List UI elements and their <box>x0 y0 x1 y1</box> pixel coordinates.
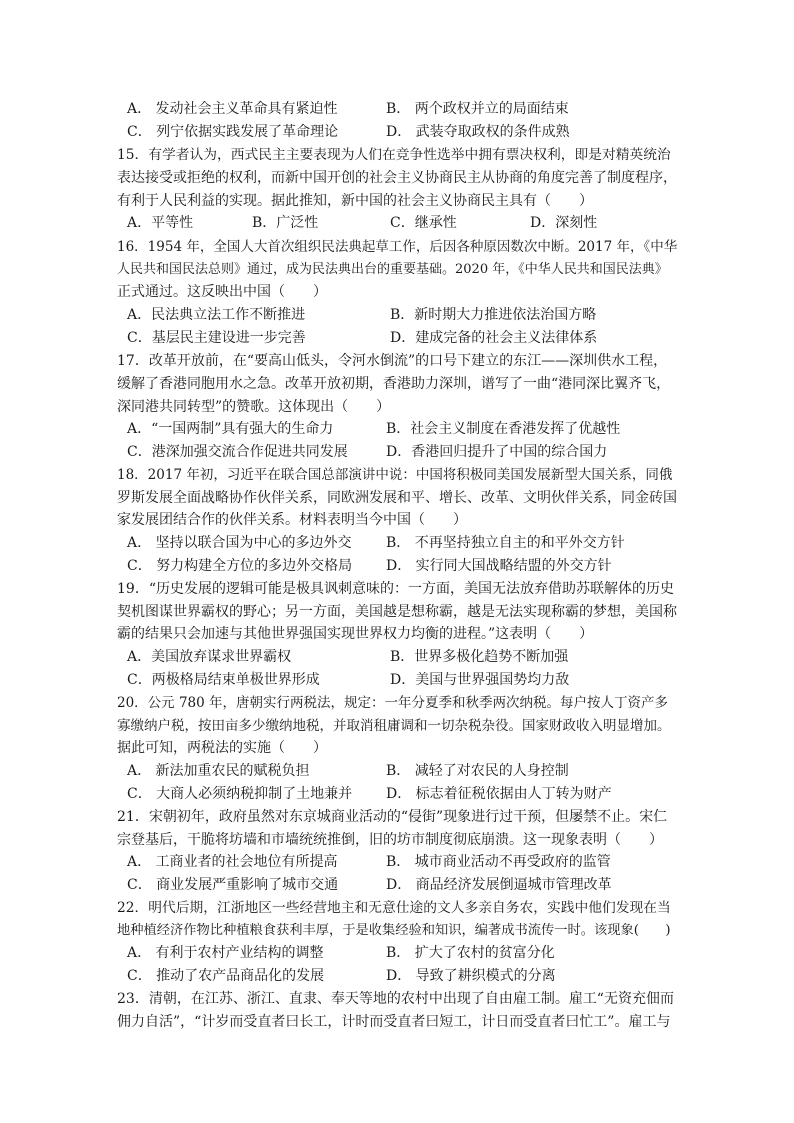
q16-option-c: C．基层民主建设进一步完善 <box>127 330 306 346</box>
q15-option-d: D．深刻性 <box>530 215 598 231</box>
q17-option-b: B．社会主义制度在香港发挥了优越性 <box>386 421 621 437</box>
q18-option-b: B． 不再坚持独立自主的和平外交方针 <box>386 535 625 551</box>
q18-stem-line-1: 18．2017 年初，习近平在联合国总部演讲中说：中国将积极同美国发展新型大国关系，同俄 <box>117 467 673 483</box>
q18-option-a: A． 坚持以联合国为中心的多边外交 <box>127 535 352 551</box>
q15-stem-line-2: 表达接受或拒绝的权利，而新中国开创的社会主义协商民主从协商的角度完善了制度程序， <box>117 170 677 186</box>
q17-option-d: D．香港回归提升了中国的综合国力 <box>386 444 608 460</box>
q15-option-c: C．继承性 <box>390 215 457 231</box>
q16-stem-line-2: 人民共和国民法总则》通过，成为民法典出台的重要基础。2020 年，《中华人民共和国民法典》 <box>117 262 668 277</box>
q19-option-a: A．美国放弃谋求世界霸权 <box>127 649 292 665</box>
q18-option-d: D． 实行同大国战略结盟的外交方针 <box>386 558 612 574</box>
q22-option-b: B． 扩大了农村的贫富分化 <box>386 945 555 961</box>
q17-stem-line-2: 缓解了香港同胞用水之急。改革开放初期，香港助力深圳，谱写了一曲“港同深比翼齐飞， <box>117 376 671 392</box>
q20-option-a: A． 新法加重农民的赋税负担 <box>127 763 310 779</box>
q21-stem-line-1: 21．宋朝初年，政府虽然对东京城商业活动的“侵街”现象进行过干预，但屡禁不止。宋仁 <box>117 809 668 825</box>
q17-stem-line-3: 深同港共同转型”的赞歌。这体现出（ ） <box>117 399 391 415</box>
q18-stem-line-2: 罗斯发展全面战略协作伙伴关系，同欧洲发展和平、增长、改革、文明伙伴关系，同金砖国 <box>117 490 677 506</box>
q14-option-b: B． 两个政权并立的局面结束 <box>386 101 569 117</box>
q15-option-b: B．广泛性 <box>252 215 319 231</box>
q19-stem-line-1: 19．“历史发展的逻辑可能是极具讽刺意味的：一方面，美国无法放弃借助苏联解体的历史 <box>117 581 674 597</box>
q21-stem-line-2: 宗登基后，干脆将坊墙和市墙统统推倒，旧的坊市制度彻底崩溃。这一现象表明（ ） <box>117 832 663 848</box>
q15-stem-line-3: 有利于人民利益的实现。据此推知，新中国的社会主义协商民主具有（ ） <box>117 193 593 209</box>
q15-option-a: A．平等性 <box>127 215 194 231</box>
q20-option-c: C． 大商人必须纳税抑制了土地兼并 <box>127 786 353 802</box>
q20-stem-line-1: 20．公元 780 年，唐朝实行两税法，规定：一年分夏季和秋季两次纳税。每户按人丁资产多 <box>117 695 669 711</box>
q17-option-c: C．港深加强交流合作促进共同发展 <box>127 444 348 460</box>
q23-stem-line-2: 佣力自活”，“计岁而受直者曰长工，计时而受直者曰短工，计日而受直者曰忙工”。雇工与 <box>117 1014 671 1030</box>
q18-option-c: C． 努力构建全方位的多边外交格局 <box>127 558 353 574</box>
q22-option-c: C． 推动了农产品商品化的发展 <box>127 968 325 984</box>
q20-option-d: D． 标志着征税依据由人丁转为财产 <box>386 786 612 802</box>
q19-option-c: C．两极格局结束单极世界形成 <box>127 672 320 688</box>
q22-option-d: D． 导致了耕织模式的分离 <box>386 968 556 984</box>
q15-stem-line-1: 15．有学者认为，西式民主主要表现为人们在竞争性选举中拥有票决权利，即是对精英统治 <box>117 147 671 163</box>
q19-option-d: D．美国与世界强国势均力敌 <box>390 672 570 688</box>
q16-stem-line-1: 16．1954 年，全国人大首次组织民法典起草工作，后因各种原因数次中断。2017 年，《中华 <box>117 239 677 255</box>
q21-option-a: A． 工商业者的社会地位有所提高 <box>127 854 338 870</box>
q20-stem-line-2: 寡缴纳户税，按田亩多少缴纳地税，并取消租庸调和一切杂税杂役。国家财政收入明显增加。 <box>117 718 671 734</box>
q17-option-a: A．“一国两制”具有强大的生命力 <box>127 421 334 437</box>
q16-option-b: B．新时期大力推进依法治国方略 <box>390 307 597 323</box>
q14-option-a: A． 发动社会主义革命具有紧迫性 <box>127 101 338 117</box>
q22-stem-line-2: 地种植经济作物比种植粮食获利丰厚，于是收集经验和知识，编著成书流传一时。该现象( ) <box>117 923 671 938</box>
q21-option-b: B． 城市商业活动不再受政府的监管 <box>386 854 611 870</box>
q20-option-b: B． 减轻了对农民的人身控制 <box>386 763 569 779</box>
q19-stem-line-3: 霸的结果只会加速与其他世界强国实现世界权力均衡的进程。”这表明（ ） <box>117 626 594 642</box>
q22-stem-line-1: 22．明代后期，江浙地区一些经营地主和无意仕途的文人多亲自务农，实践中他们发现在当 <box>117 900 671 916</box>
q16-option-a: A．民法典立法工作不断推进 <box>127 307 306 323</box>
q19-stem-line-2: 契机图谋世界霸权的野心；另一方面，美国越是想称霸，越是无法实现称霸的梦想，美国称 <box>117 604 677 620</box>
q16-stem-line-3: 正式通过。这反映出中国（ ） <box>117 284 327 300</box>
q21-option-c: C． 商业发展严重影响了城市交通 <box>127 877 339 893</box>
q23-stem-line-1: 23．清朝，在江苏、浙江、直隶、奉天等地的农村中出现了自由雇工制。雇工“无资充佃而 <box>117 991 674 1007</box>
q21-option-d: D． 商品经济发展倒逼城市管理改革 <box>386 877 612 893</box>
q22-option-a: A． 有利于农村产业结构的调整 <box>127 945 324 961</box>
q17-stem-line-1: 17．改革开放前，在“要高山低头，令河水倒流”的口号下建立的东江——深圳供水工程， <box>117 353 668 369</box>
q20-stem-line-3: 据此可知，两税法的实施（ ） <box>117 740 327 756</box>
q14-option-c: C． 列宁依据实践发展了革命理论 <box>127 124 339 140</box>
q14-option-d: D． 武装夺取政权的条件成熟 <box>386 124 570 140</box>
q18-stem-line-3: 家发展团结合作的伙伴关系。材料表明当今中国（ ） <box>117 512 467 528</box>
q19-option-b: B．世界多极化趋势不断加强 <box>390 649 569 665</box>
q16-option-d: D．建成完备的社会主义法律体系 <box>390 330 598 346</box>
